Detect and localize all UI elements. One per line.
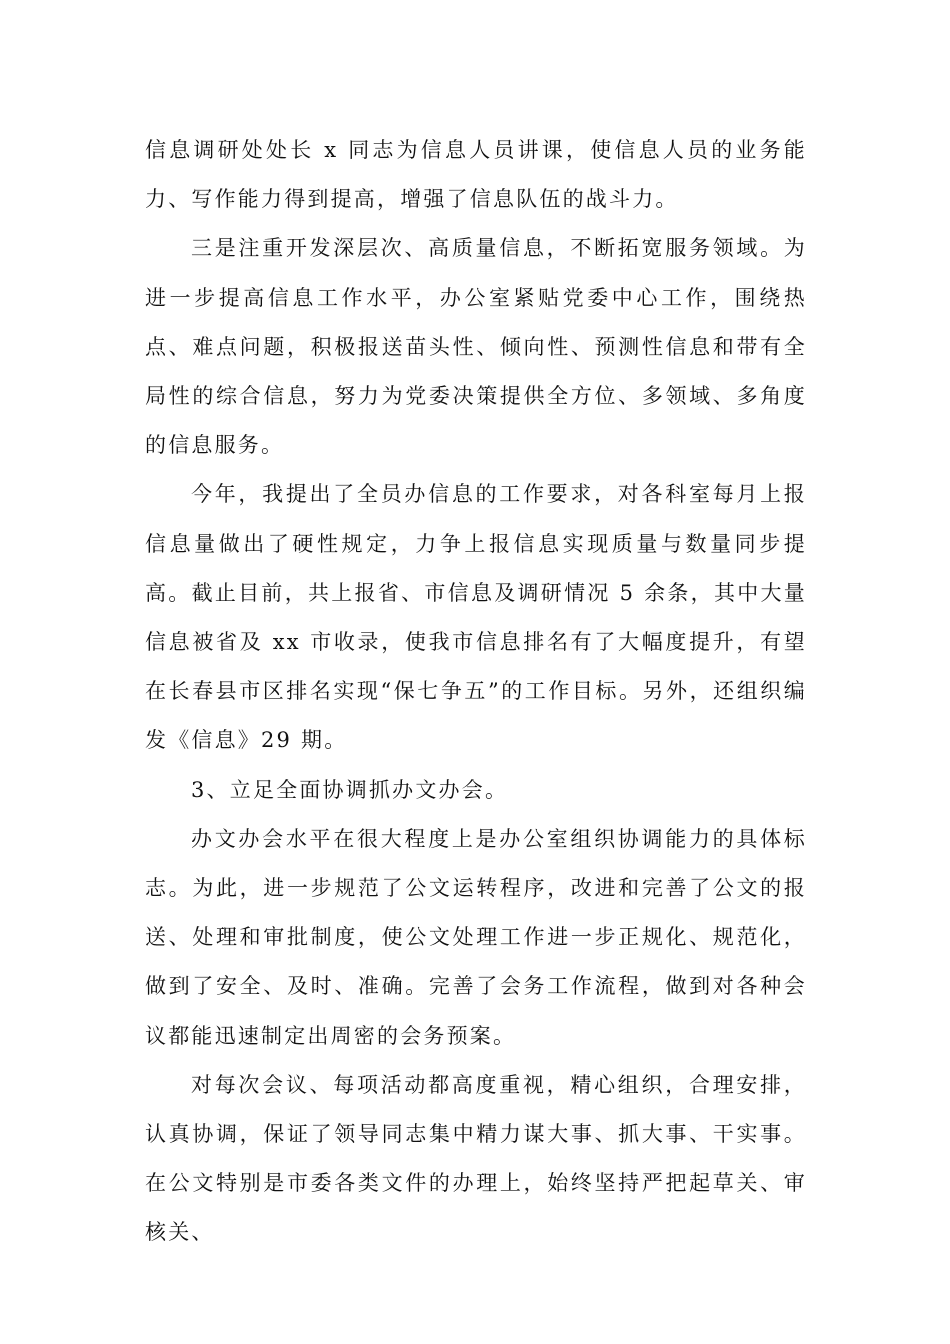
paragraph-every-meeting: 对每次会议、每项活动都高度重视，精心组织，合理安排，认真协调，保证了领导同志集中精力谋大事、抓大事、干实事。在公文特别是市委各类文件的办理上，始终坚持严把起草关、审核关、 <box>145 1072 807 1245</box>
section-heading-3: 3、立足全面协调抓办文办会。 <box>191 777 509 802</box>
paragraph-this-year: 今年，我提出了全员办信息的工作要求，对各科室每月上报信息量做出了硬性规定，力争上报信息实现质量与数量同步提高。截止目前，共上报省、市信息及调研情况 5 余条，其中大量信息被省及 xx 市收录，使我市信息排名有了大幅度提升，有望在长春县市区排名实现“保七争五”的工作目标。另外，还组织编发《信息》29 期。 <box>145 482 807 753</box>
paragraph-document-meetings: 办文办会水平在很大程度上是办公室组织协调能力的具体标志。为此，进一步规范了公文运转程序，改进和完善了公文的报送、处理和审批制度，使公文处理工作进一步正规化、规范化，做到了安全、及时、准确。完善了会务工作流程，做到对各种会议都能迅速制定出周密的会务预案。 <box>145 826 807 1048</box>
paragraph-continued: 信息调研处处长 x 同志为信息人员讲课，使信息人员的业务能力、写作能力得到提高，增强了信息队伍的战斗力。 <box>145 138 807 212</box>
paragraph-deep-information: 三是注重开发深层次、高质量信息，不断拓宽服务领域。为进一步提高信息工作水平，办公室紧贴党委中心工作，围绕热点、难点问题，积极报送苗头性、倾向性、预测性信息和带有全局性的综合信息，努力为党委决策提供全方位、多领域、多角度的信息服务。 <box>145 236 807 458</box>
document-body <box>145 126 807 1258</box>
